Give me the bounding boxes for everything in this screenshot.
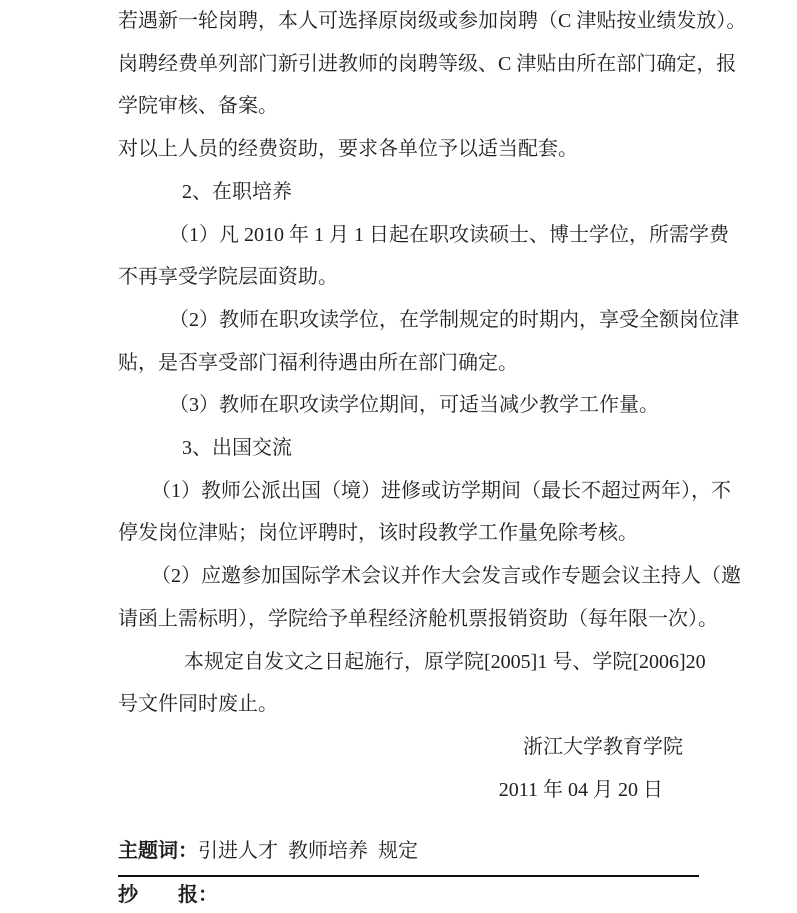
document-line: （1）教师公派出国（境）进修或访学期间（最长不超过两年），不	[151, 479, 731, 502]
document-line: 学院审核、备案。	[118, 95, 278, 118]
date-line: 2011 年 04 月 20 日	[498, 778, 663, 801]
document-line: 号文件同时废止。	[118, 693, 278, 716]
document-section-heading: 2、在职培养	[182, 180, 292, 203]
subject-label: 主题词：	[118, 840, 198, 863]
document-line: 对以上人员的经费资助，要求各单位予以适当配套。	[118, 138, 578, 161]
document-line: 不再享受学院层面资助。	[118, 266, 338, 289]
document-line: （2）应邀参加国际学术会议并作大会发言或作专题会议主持人（邀	[151, 565, 741, 588]
subject-terms: 引进人才 教师培养 规定	[198, 840, 418, 863]
document-line: （1）凡 2010 年 1 月 1 日起在职攻读硕士、博士学位，所需学费	[169, 223, 729, 246]
subject-line	[0, 830, 797, 873]
separator-rule	[118, 875, 699, 877]
document-line: 贴，是否享受部门福利待遇由所在部门确定。	[118, 351, 518, 374]
document-line: 请函上需标明），学院给予单程经济舱机票报销资助（每年限一次）。	[118, 607, 718, 630]
signature-line: 浙江大学教育学院	[523, 735, 683, 758]
document-line: （3）教师在职攻读学位期间，可适当减少教学工作量。	[169, 394, 659, 417]
document-line: 若遇新一轮岗聘，本人可选择原岗级或参加岗聘（C 津贴按业绩发放）。	[118, 10, 747, 32]
copy-to-label: 抄 报：	[118, 884, 218, 907]
document-line: 本规定自发文之日起施行，原学院[2005]1 号、学院[2006]20	[184, 650, 706, 673]
document-line: （2）教师在职攻读学位，在学制规定的时期内，享受全额岗位津	[169, 308, 739, 331]
document-section-heading: 3、出国交流	[182, 437, 292, 460]
document-line: 岗聘经费单列部门新引进教师的岗聘等级、C 津贴由所在部门确定，报	[118, 52, 737, 75]
document-line: 停发岗位津贴；岗位评聘时，该时段教学工作量免除考核。	[118, 522, 638, 545]
copy-to-line	[0, 878, 797, 912]
